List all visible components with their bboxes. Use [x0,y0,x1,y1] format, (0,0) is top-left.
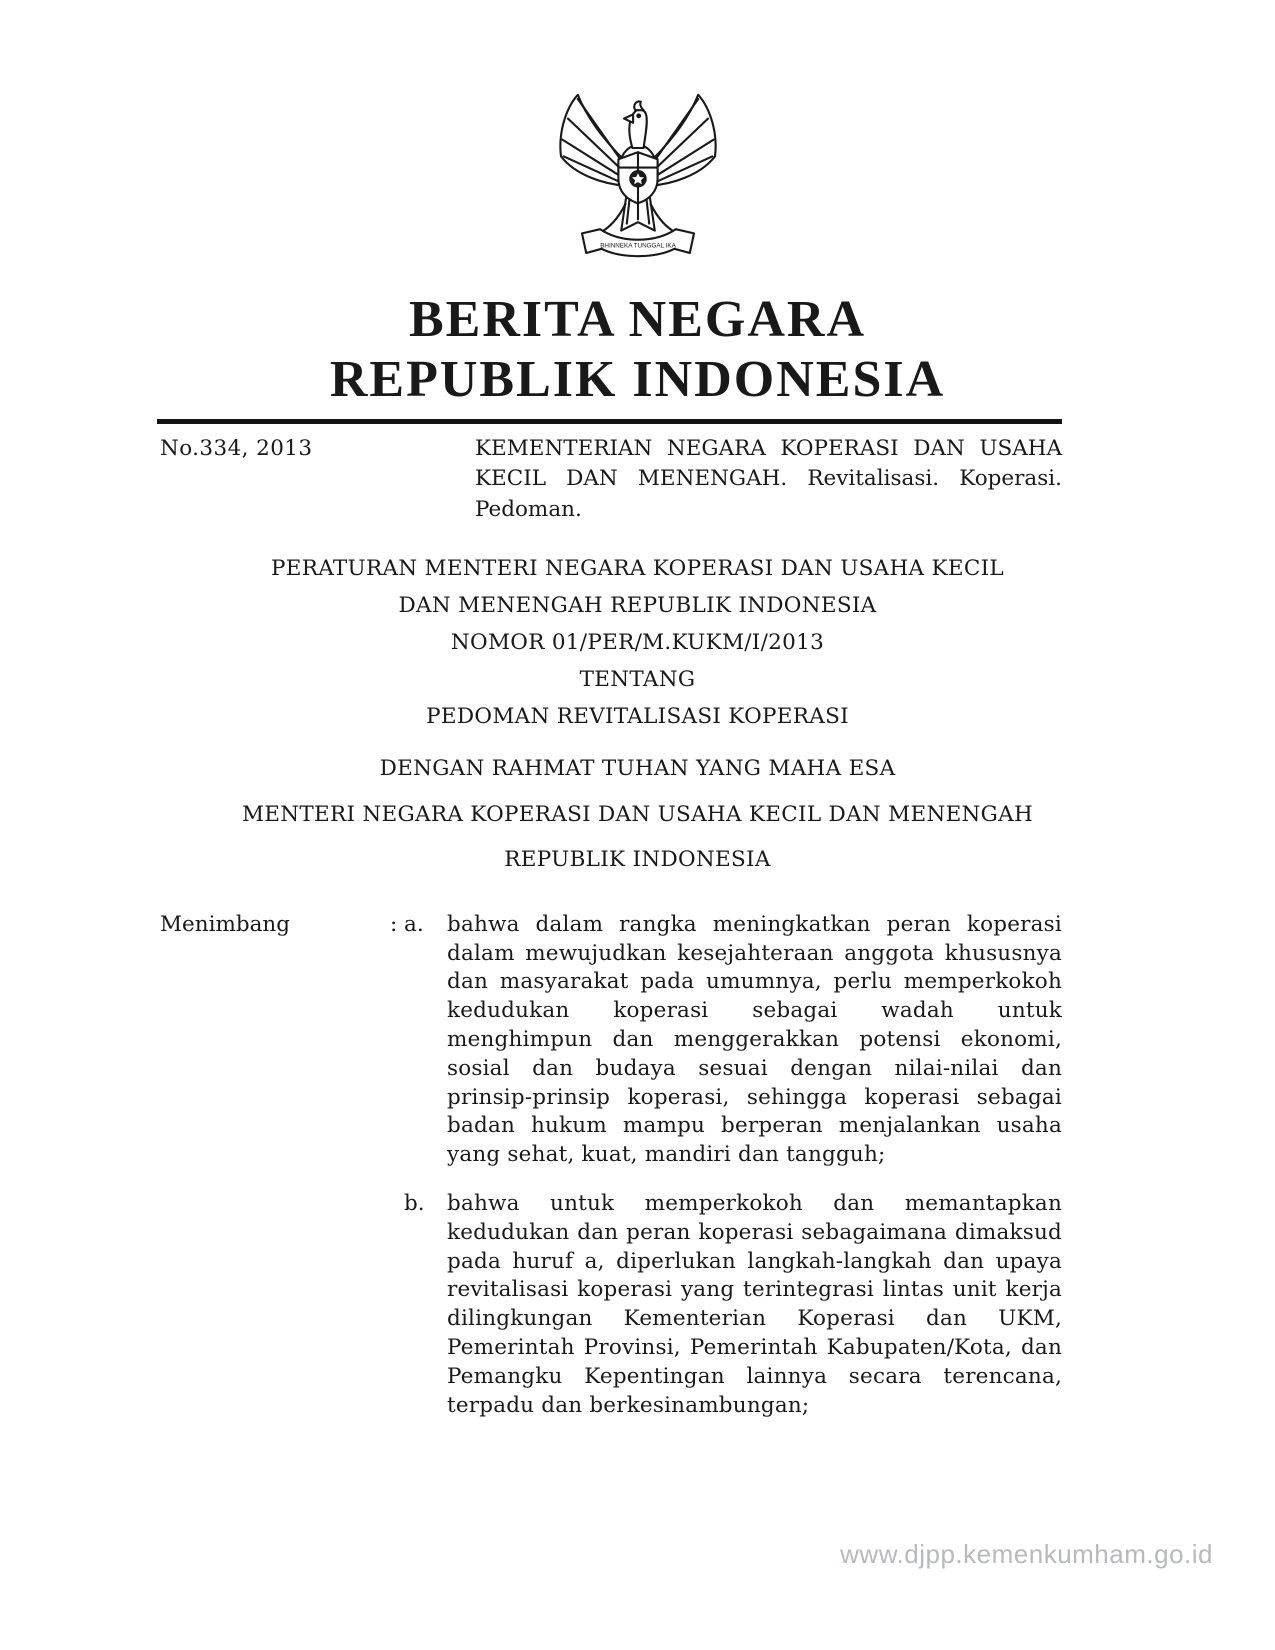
consideration-item-a [160,911,1062,1170]
consideration-letter-a: a. [404,911,424,937]
consideration-letter-b: b. [404,1190,425,1216]
preamble-line-2: MENTERI NEGARA KOPERASI DAN USAHA KECIL DAN MENENGAH [241,801,1034,827]
watermark-url: www.djpp.kemenkumham.go.id [840,1539,1213,1569]
regulation-title-line-1: PERATURAN MENTERI NEGARA KOPERASI DAN USAHA KECIL [271,556,1004,582]
emblem-ribbon-text: BHINNEKA TUNGGAL IKA [599,242,676,250]
gazette-meta-row [160,434,1062,526]
regulation-title-line-2: DAN MENENGAH REPUBLIK INDONESIA [398,593,877,619]
gazette-number: No.334, 2013 [160,435,313,461]
preamble-line-1: DENGAN RAHMAT TUHAN YANG MAHA ESA [379,756,896,782]
regulation-number-line: NOMOR 01/PER/M.KUKM/I/2013 [450,630,825,656]
considerations-label-spacer [160,1190,390,1420]
garuda-emblem-icon [554,80,722,272]
consideration-text-a: bahwa dalam rangka meningkatkan peran koperasi dalam mewujudkan kesejahteraan anggota khususnya dan masyarakat pada umumnya, perlu memperkokoh kedudukan koperasi sebagai wadah untuk menghimpun dan menggerakkan potensi ekonomi, sosial dan budaya sesuai dengan nilai-nilai dan prinsip-prinsip koperasi, sehingga koperasi sebagai badan hukum mampu berperan menjalankan usaha yang sehat, kuat, mandiri dan tangguh; [447,911,1062,1168]
header-divider [157,419,1062,424]
considerations-colon: : [390,911,398,937]
gazette-title-line-2: REPUBLIK INDONESIA [329,351,946,409]
regulation-heading [0,551,1275,736]
consideration-text-b: bahwa untuk memperkokoh dan memantapkan kedudukan dan peran koperasi sebagaimana dimaksud pada huruf a, diperlukan langkah-langkah dan upaya revitalisasi koperasi yang terintegrasi lintas unit kerja dilingkungan Kementerian Koperasi dan UKM, Pemerintah Provinsi, Pemerintah Kabupaten/Kota, dan Pemangku Kepentingan lainnya secara terencana, terpadu dan berkesinambungan; [447,1190,1062,1418]
gazette-title-line-1: BERITA NEGARA [408,291,866,348]
gazette-subject: KEMENTERIAN NEGARA KOPERASI DAN USAHA KECIL DAN MENENGAH. Revitalisasi. Koperasi. Pedoman. [475,435,1062,522]
regulation-tentang-line: TENTANG [579,667,696,693]
considerations-section [160,911,1062,1421]
considerations-colon-spacer [390,1190,404,1420]
considerations-label: Menimbang [160,911,291,937]
preamble-line-3: REPUBLIK INDONESIA [504,847,771,873]
emblem-container [0,0,1275,272]
regulation-subject-line: PEDOMAN REVITALISASI KOPERASI [426,704,849,730]
consideration-item-b [160,1190,1062,1420]
preamble-block [0,746,1275,883]
